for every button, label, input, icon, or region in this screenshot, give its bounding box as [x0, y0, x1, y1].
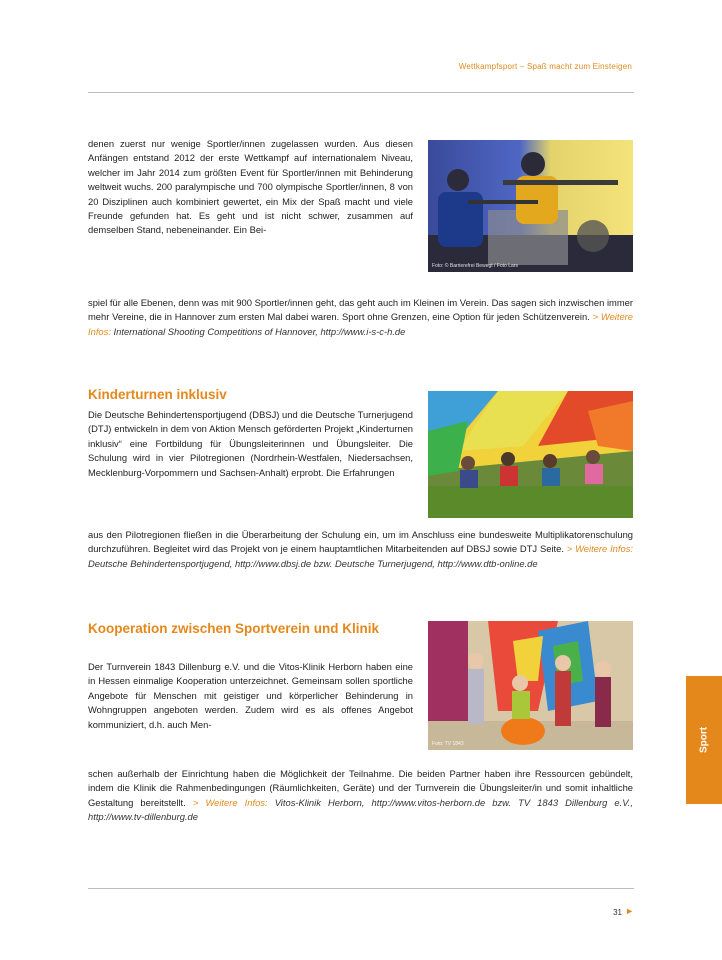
section2-text: aus den Pilotregionen fließen in die Überarbeitung der Schulung ein, um im Anschluss eine bundesweite Multiplikatorenschulung durchzuführen. Begleitet wird das Projekt von je einem hauptamtlichen Mitarbeitenden auf DBSJ sowie DTJ Seite.	[88, 529, 633, 555]
more-info-links[interactable]: Vitos-Klinik Herborn, http://www.vitos-herborn.de bzw. TV 1843 Dillenburg e.V., http://www.tv-dillenburg.de	[88, 796, 634, 823]
footer-divider	[88, 888, 634, 889]
shooting-sport-photo	[428, 140, 633, 272]
header-divider	[88, 92, 634, 93]
section1-paragraph-top: denen zuerst nur wenige Sportler/innen zugelassen wurden. Aus diesen Anfängen entstand 2012 der erste Wettkampf auf internationalem Niveau, welcher im Jahr 2014 zum größten Event für Sportler/innen mit Behinderung weltweit wuchs. 200 paralympische und 700 olympische Sportler/innen, 8 von 20 Disziplinen auch kombiniert gewertet, ein Mix der Spaß macht und viele Freunde gefunden hat. Es geht und ist nicht schwer, zusammen auf demselben Stand, nebeneinander. Ein Bei-	[88, 138, 413, 236]
section-heading-kinderturnen: Kinderturnen inklusiv	[88, 387, 227, 402]
more-info-links[interactable]: Deutsche Behindertensportjugend, http://www.dbsj.de bzw. Deutsche Turnerjugend, http://www.dtb-online.de	[88, 557, 538, 569]
section3-paragraph-bottom	[88, 767, 633, 825]
next-page-arrow-icon: ►	[625, 906, 634, 916]
section3-text: schen außerhalb der Einrichtung haben die Möglichkeit der Teilnahme. Die beiden Partner haben ihre Ressourcen gebündelt, indem die Klinik die Rahmenbedingungen (Räumlichkeiten, Geräte) und der Turnverein die Übungsleiter/in und somit inhaltliche Gestaltung bereitstellt.	[88, 768, 633, 808]
section1-paragraph-bottom	[88, 296, 633, 339]
section2-paragraph-top: Die Deutsche Behindertensportjugend (DBSJ) und die Deutsche Turnerjugend (DTJ) entwickeln in dem von Aktion Mensch geförderten Projekt „Kinderturnen inklusiv“ eine Fortbildung für Übungsleiterinnen und Übungsleiter. Die Schulung wird in vier Pilotregionen (Nordrhein-Westfalen, Niedersachsen, Mecklenburg-Vorpommern und Sachsen-Anhalt) erprobt. Die Erfahrungen	[88, 409, 413, 478]
more-info-links[interactable]: International Shooting Competitions of Hannover, http://www.i-s-c-h.de	[113, 325, 406, 337]
children-parachute-photo	[428, 391, 633, 518]
section2-paragraph-bottom	[88, 528, 633, 571]
photo-credit: Foto: TV 1843	[432, 741, 464, 747]
more-info-label: > Weitere Infos:	[88, 311, 634, 337]
section-heading-kooperation: Kooperation zwischen Sportverein und Klinik	[88, 621, 380, 636]
chapter-side-tab	[686, 676, 722, 804]
page-number: 31	[613, 908, 622, 917]
running-title: Wettkampfsport – Spaß macht zum Einsteigen	[458, 62, 632, 71]
section1-text: spiel für alle Ebenen, denn was mit 900 Sportler/innen geht, das geht auch im Kleinen im Verein. Das sagen sich inzwischen immer mehr Vereine, die in Hannover zum ersten Mal dabei waren. Sport ohne Grenzen, eine Option für jeden Schützenverein.	[88, 297, 633, 323]
more-info-label: > Weitere Infos:	[566, 543, 633, 555]
gym-group-photo	[428, 621, 633, 750]
more-info-label: > Weitere Infos:	[192, 796, 268, 808]
section3-paragraph-top: Der Turnverein 1843 Dillenburg e.V. und die Vitos-Klinik Herborn haben eine in Hessen einmalige Kooperation unterzeichnet. Gemeinsam sollen sportliche Angebote für Menschen mit geistiger und körperlicher Behinderung in Wohngruppen angeboten werden. Zudem wird es als offenes Angebot kommuniziert, d.h. auch Men-	[88, 661, 413, 730]
chapter-tab-label: Sport	[698, 726, 710, 754]
photo-credit: Foto: © Barrierefrei Bewegt / Foto Lars	[432, 263, 518, 269]
